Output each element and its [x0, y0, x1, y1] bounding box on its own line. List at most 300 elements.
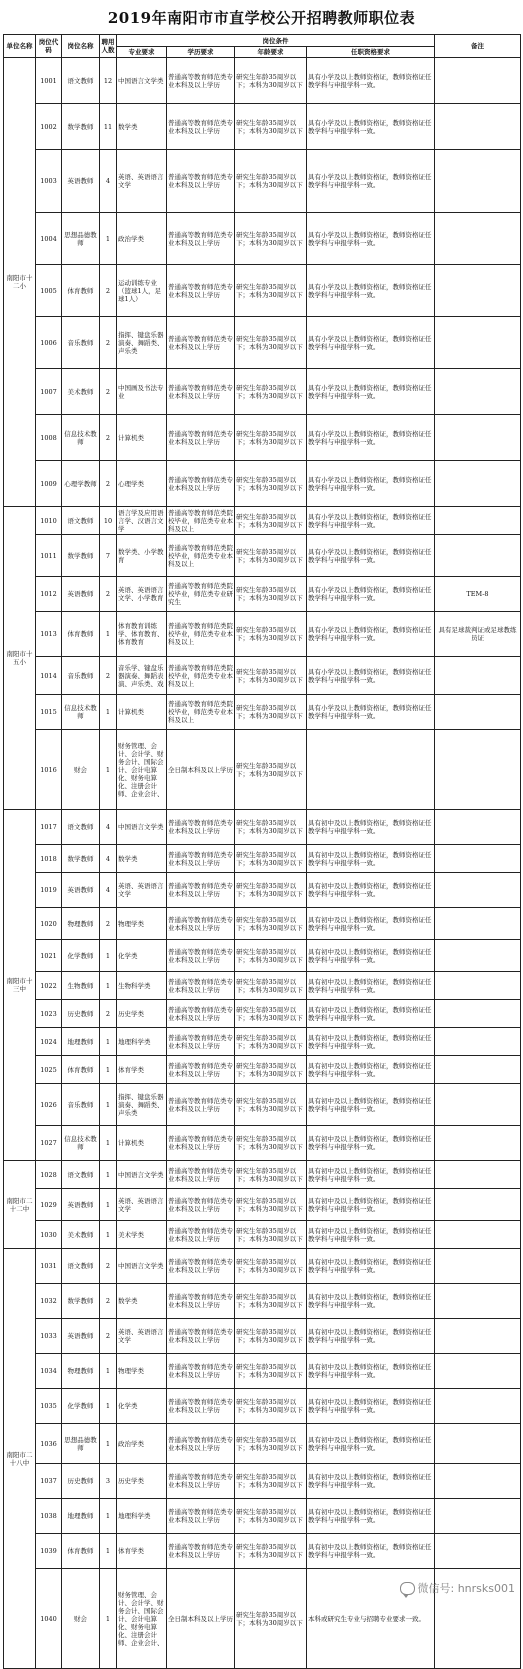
major-cell: 中国语言文学类	[117, 58, 167, 104]
note-cell	[435, 1499, 521, 1534]
age-cell: 研究生年龄35周岁以下；本科为30周岁以下	[235, 535, 307, 577]
note-cell	[435, 461, 521, 507]
education-cell: 普通高等教育师范类专业本科及以上学历	[167, 1499, 235, 1534]
education-cell: 普通高等教育师范类专业本科及以上学历	[167, 1319, 235, 1354]
education-cell: 普通高等教育师范类专业本科及以上学历	[167, 1056, 235, 1084]
code-cell: 1002	[36, 104, 62, 150]
code-cell: 1022	[36, 972, 62, 1000]
code-cell: 1030	[36, 1221, 62, 1249]
note-cell	[435, 730, 521, 810]
code-cell: 1009	[36, 461, 62, 507]
major-cell: 美术学类	[117, 1221, 167, 1249]
education-cell: 普通高等教育师范类专业本科及以上学历	[167, 1084, 235, 1126]
major-cell: 英语、英语语言文学	[117, 150, 167, 213]
position-cell: 信息技术教师	[62, 1126, 100, 1161]
age-cell: 研究生年龄35周岁以下；本科为30周岁以下	[235, 461, 307, 507]
code-cell: 1020	[36, 908, 62, 940]
table-row	[4, 940, 521, 972]
qualification-cell: 具有初中及以上教师资格证，教师资格证任教学科与申报学科一致。	[307, 1084, 435, 1126]
major-cell: 英语、英语语言文学	[117, 1189, 167, 1221]
age-cell: 研究生年龄35周岁以下；本科为30周岁以下	[235, 1464, 307, 1499]
position-cell: 体育教师	[62, 612, 100, 657]
major-cell: 政治学类	[117, 213, 167, 265]
position-cell: 美术教师	[62, 369, 100, 415]
age-cell: 研究生年龄35周岁以下；本科为30周岁以下	[235, 213, 307, 265]
count-cell: 2	[100, 1000, 117, 1028]
education-cell: 普通高等教育师范类专业本科及以上学历	[167, 908, 235, 940]
table-row	[4, 265, 521, 317]
age-cell: 研究生年龄35周岁以下；本科为30周岁以下	[235, 1056, 307, 1084]
qualification-cell: 具有初中及以上教师资格证，教师资格证任教学科与申报学科一致。	[307, 1161, 435, 1189]
qualification-cell: 具有初中及以上教师资格证，教师资格证任教学科与申报学科一致。	[307, 1424, 435, 1464]
age-cell: 研究生年龄35周岁以下；本科为30周岁以下	[235, 972, 307, 1000]
education-cell: 全日制本科及以上学历	[167, 1569, 235, 1669]
table-row	[4, 873, 521, 908]
age-cell: 研究生年龄35周岁以下；本科为30周岁以下	[235, 104, 307, 150]
count-cell: 1	[100, 1161, 117, 1189]
code-cell: 1036	[36, 1424, 62, 1464]
education-cell: 普通高等教育师范类院校毕业，师范类专业本科及以上	[168, 508, 233, 533]
table-row	[4, 908, 521, 940]
qualification-cell: 具有小学及以上教师资格证，教师资格证任教学科与申报学科一致。	[307, 612, 435, 657]
qualification-cell: 具有小学及以上教师资格证，教师资格证任教学科与申报学科一致。	[307, 657, 435, 695]
count-cell: 4	[100, 873, 117, 908]
note-cell	[435, 657, 521, 695]
count-cell: 11	[100, 104, 117, 150]
position-cell: 美术教师	[62, 1221, 100, 1249]
position-cell: 英语教师	[62, 150, 100, 213]
position-cell: 语文教师	[62, 810, 100, 845]
qualification-cell: 具有初中及以上教师资格证，教师资格证任教学科与申报学科一致。	[307, 1221, 435, 1249]
count-cell: 1	[100, 940, 117, 972]
major-cell: 指挥、键盘乐器演奏、舞蹈类、声乐类	[117, 1084, 167, 1126]
age-cell: 研究生年龄35周岁以下；本科为30周岁以下	[235, 1000, 307, 1028]
table-row	[4, 1284, 521, 1319]
major-cell: 化学类	[117, 1389, 167, 1424]
position-cell: 地理教师	[62, 1028, 100, 1056]
age-cell: 研究生年龄35周岁以下；本科为30周岁以下	[235, 730, 307, 810]
education-cell: 普通高等教育师范类专业本科及以上学历	[167, 369, 235, 415]
count-cell: 7	[100, 535, 117, 577]
major-cell: 中国语言文学类	[117, 810, 167, 845]
table-row	[4, 415, 521, 461]
qualification-cell: 具有初中及以上教师资格证，教师资格证任教学科与申报学科一致。	[307, 940, 435, 972]
table-row	[4, 507, 521, 535]
position-cell: 信息技术教师	[62, 415, 100, 461]
education-cell: 普通高等教育师范类专业本科及以上学历	[167, 1126, 235, 1161]
code-cell: 1040	[36, 1569, 62, 1669]
position-cell: 化学教师	[62, 1389, 100, 1424]
note-cell	[435, 535, 521, 577]
position-cell: 财会	[62, 730, 100, 810]
major-cell: 财务管理、会计、会计学、财务会计、国际会计、会计电算化、财务电算化、注册会计师、企业会计、	[117, 730, 167, 810]
count-cell: 1	[100, 972, 117, 1000]
count-cell: 2	[100, 265, 117, 317]
education-cell: 普通高等教育师范类专业本科及以上学历	[167, 1354, 235, 1389]
code-cell: 1021	[36, 940, 62, 972]
count-cell: 1	[100, 612, 117, 657]
qualification-cell: 具有初中及以上教师资格证，教师资格证任教学科与申报学科一致。	[307, 1319, 435, 1354]
code-cell: 1023	[36, 1000, 62, 1028]
age-cell: 研究生年龄35周岁以下；本科为30周岁以下	[235, 873, 307, 908]
education-cell: 普通高等教育师范类院校毕业，师范类专业研究生	[167, 577, 235, 612]
count-cell: 2	[100, 1284, 117, 1319]
note-cell	[435, 104, 521, 150]
code-cell: 1005	[36, 265, 62, 317]
qualification-cell: 具有初中及以上教师资格证，教师资格证任教学科与申报学科一致。	[307, 1534, 435, 1569]
position-cell: 语文教师	[62, 1249, 100, 1284]
major-cell: 数学类、小学教育	[117, 535, 167, 577]
table-row	[4, 1534, 521, 1569]
qualification-cell: 具有初中及以上教师资格证，教师资格证任教学科与申报学科一致。	[307, 1000, 435, 1028]
table-row	[4, 150, 521, 213]
education-cell: 普通高等教育师范类专业本科及以上学历	[167, 845, 235, 873]
code-cell: 1004	[36, 213, 62, 265]
count-cell: 1	[100, 1028, 117, 1056]
count-cell: 1	[100, 1056, 117, 1084]
position-cell: 音乐教师	[62, 317, 100, 369]
table-row	[4, 104, 521, 150]
code-cell: 1010	[36, 507, 62, 535]
qualification-cell: 具有小学及以上教师资格证，教师资格证任教学科与申报学科一致。	[307, 369, 435, 415]
note-cell	[435, 507, 521, 535]
qualification-cell	[307, 730, 435, 810]
education-cell: 普通高等教育师范类院校毕业，师范类专业本科及以上	[167, 535, 235, 577]
unit-cell: 南阳市十二小	[4, 58, 36, 507]
qualification-cell: 具有小学及以上教师资格证，教师资格证任教学科与申报学科一致。	[307, 104, 435, 150]
count-cell: 1	[100, 1354, 117, 1389]
major-cell: 地理科学类	[117, 1028, 167, 1056]
note-cell	[435, 1056, 521, 1084]
note-cell	[435, 1534, 521, 1569]
code-cell: 1015	[36, 695, 62, 730]
table-row	[4, 1221, 521, 1249]
code-cell: 1014	[36, 657, 62, 695]
note-cell	[435, 265, 521, 317]
table-row	[4, 213, 521, 265]
qualification-cell: 具有初中及以上教师资格证，教师资格证任教学科与申报学科一致。	[307, 1284, 435, 1319]
qualification-cell: 具有初中及以上教师资格证，教师资格证任教学科与申报学科一致。	[307, 1126, 435, 1161]
position-cell: 音乐教师	[62, 1084, 100, 1126]
count-cell: 1	[100, 1499, 117, 1534]
header-conditions: 岗位条件	[117, 35, 435, 47]
count-cell: 1	[100, 1221, 117, 1249]
qualification-cell: 具有初中及以上教师资格证，教师资格证任教学科与申报学科一致。	[307, 1028, 435, 1056]
code-cell: 1001	[36, 58, 62, 104]
age-cell: 研究生年龄35周岁以下；本科为30周岁以下	[235, 1534, 307, 1569]
unit-cell: 南阳市二十八中	[4, 1249, 36, 1669]
age-cell: 研究生年龄35周岁以下；本科为30周岁以下	[235, 317, 307, 369]
note-cell	[435, 1389, 521, 1424]
education-cell: 普通高等教育师范类专业本科及以上学历	[167, 1534, 235, 1569]
count-cell: 2	[100, 577, 117, 612]
code-cell: 1006	[36, 317, 62, 369]
table-row	[4, 1161, 521, 1189]
count-cell: 1	[100, 730, 117, 810]
note-cell	[435, 1319, 521, 1354]
education-cell: 普通高等教育师范类专业本科及以上学历	[167, 1000, 235, 1028]
count-cell: 12	[100, 58, 117, 104]
major-cell: 计算机类	[117, 695, 167, 730]
code-cell: 1038	[36, 1499, 62, 1534]
position-table	[3, 34, 521, 1669]
position-cell: 体育教师	[62, 1056, 100, 1084]
table-row	[4, 1126, 521, 1161]
major-cell: 中国语言文学类	[117, 1249, 167, 1284]
header-note: 备注	[435, 35, 521, 58]
table-row	[4, 1464, 521, 1499]
header-major: 专业要求	[117, 47, 167, 58]
note-cell	[435, 1161, 521, 1189]
age-cell: 研究生年龄35周岁以下；本科为30周岁以下	[235, 1028, 307, 1056]
education-cell: 普通高等教育师范类专业本科及以上学历	[167, 1221, 235, 1249]
education-cell: 普通高等教育师范类专业本科及以上学历	[167, 1389, 235, 1424]
position-cell: 音乐教师	[62, 657, 100, 695]
count-cell: 2	[100, 461, 117, 507]
education-cell: 普通高等教育师范类专业本科及以上学历	[167, 415, 235, 461]
note-cell	[435, 1000, 521, 1028]
position-cell: 化学教师	[62, 940, 100, 972]
note-cell	[435, 150, 521, 213]
major-cell: 物理学类	[117, 1354, 167, 1389]
age-cell: 研究生年龄35周岁以下；本科为30周岁以下	[235, 58, 307, 104]
header-age: 年龄要求	[235, 47, 307, 58]
note-cell	[435, 369, 521, 415]
position-cell: 信息技术教师	[62, 695, 100, 730]
table-row	[4, 1389, 521, 1424]
code-cell: 1018	[36, 845, 62, 873]
qualification-cell: 具有小学及以上教师资格证，教师资格证任教学科与申报学科一致。	[307, 577, 435, 612]
age-cell: 研究生年龄35周岁以下；本科为30周岁以下	[235, 1499, 307, 1534]
qualification-cell: 具有小学及以上教师资格证，教师资格证任教学科与申报学科一致。	[307, 265, 435, 317]
qualification-cell: 具有初中及以上教师资格证，教师资格证任教学科与申报学科一致。	[307, 908, 435, 940]
position-cell: 体育教师	[62, 1534, 100, 1569]
code-cell: 1029	[36, 1189, 62, 1221]
note-cell	[435, 1221, 521, 1249]
major-cell: 历史学类	[117, 1464, 167, 1499]
major-cell: 化学类	[117, 940, 167, 972]
position-cell: 物理教师	[62, 1354, 100, 1389]
count-cell: 2	[100, 369, 117, 415]
table-body	[4, 58, 521, 1669]
count-cell: 10	[100, 507, 117, 535]
education-cell: 普通高等教育师范类专业本科及以上学历	[167, 265, 235, 317]
age-cell: 研究生年龄35周岁以下；本科为30周岁以下	[235, 1319, 307, 1354]
education-cell: 普通高等教育师范类专业本科及以上学历	[167, 1161, 235, 1189]
note-cell	[435, 415, 521, 461]
major-cell: 英语、英语语言文学	[117, 1319, 167, 1354]
count-cell: 1	[100, 1084, 117, 1126]
position-cell: 英语教师	[62, 873, 100, 908]
note-cell	[435, 873, 521, 908]
age-cell: 研究生年龄35周岁以下；本科为30周岁以下	[235, 1354, 307, 1389]
age-cell: 研究生年龄35周岁以下；本科为30周岁以下	[235, 369, 307, 415]
table-row	[4, 1424, 521, 1464]
code-cell: 1008	[36, 415, 62, 461]
code-cell: 1017	[36, 810, 62, 845]
code-cell: 1025	[36, 1056, 62, 1084]
major-cell: 体育学类	[117, 1534, 167, 1569]
major-cell: 历史学类	[117, 1000, 167, 1028]
major-cell: 数学类	[117, 104, 167, 150]
note-cell	[435, 58, 521, 104]
education-cell: 普通高等教育师范类院校毕业，师范类专业本科及以上	[167, 612, 235, 657]
code-cell: 1007	[36, 369, 62, 415]
code-cell: 1033	[36, 1319, 62, 1354]
major-cell: 计算机类	[117, 415, 167, 461]
count-cell: 4	[100, 150, 117, 213]
table-row	[4, 1249, 521, 1284]
code-cell: 1039	[36, 1534, 62, 1569]
unit-cell: 南阳市二十二中	[4, 1161, 36, 1249]
header-qualification: 任职资格要求	[307, 47, 435, 58]
count-cell: 2	[100, 317, 117, 369]
table-row	[4, 1028, 521, 1056]
age-cell: 研究生年龄35周岁以下；本科为30周岁以下	[235, 1284, 307, 1319]
education-cell: 普通高等教育师范类院校毕业，师范类专业本科及以上	[167, 695, 235, 730]
position-cell: 英语教师	[62, 1189, 100, 1221]
count-cell: 2	[100, 657, 117, 695]
note-cell	[435, 317, 521, 369]
table-row	[4, 58, 521, 104]
age-cell: 研究生年龄35周岁以下；本科为30周岁以下	[235, 415, 307, 461]
unit-cell: 南阳市十五小	[4, 507, 36, 810]
note-cell: 具有足球裁判证或足球教练员证	[435, 612, 521, 657]
major-cell: 运动训练专业（篮球1人，足球1人）	[117, 265, 167, 317]
qualification-cell: 具有初中及以上教师资格证，教师资格证任教学科与申报学科一致。	[307, 1389, 435, 1424]
education-cell: 普通高等教育师范类专业本科及以上学历	[167, 1424, 235, 1464]
major-cell: 音乐学、键盘乐器演奏、舞蹈表演、声乐类、戏	[117, 657, 167, 695]
education-cell: 普通高等教育师范类专业本科及以上学历	[167, 972, 235, 1000]
qualification-cell: 具有小学及以上教师资格证，教师资格证任教学科与申报学科一致。	[307, 58, 435, 104]
table-row	[4, 1056, 521, 1084]
position-cell: 思想品德教师	[62, 213, 100, 265]
age-cell: 研究生年龄35周岁以下；本科为30周岁以下	[235, 657, 307, 695]
qualification-cell: 具有初中及以上教师资格证，教师资格证任教学科与申报学科一致。	[307, 972, 435, 1000]
position-cell: 生物教师	[62, 972, 100, 1000]
count-cell: 2	[100, 415, 117, 461]
major-cell: 生物科学类	[117, 972, 167, 1000]
header-unit: 单位名称	[4, 35, 36, 58]
major-cell: 体育教育训练学、体育教育、体育教育	[117, 612, 167, 657]
position-cell: 数学教师	[62, 535, 100, 577]
note-cell	[435, 1284, 521, 1319]
qualification-cell: 具有小学及以上教师资格证，教师资格证任教学科与申报学科一致。	[307, 535, 435, 577]
education-cell: 普通高等教育师范类专业本科及以上学历	[167, 461, 235, 507]
qualification-cell: 具有初中及以上教师资格证，教师资格证任教学科与申报学科一致。	[307, 1189, 435, 1221]
major-cell: 英语、英语语言文学、小学教育	[117, 577, 167, 612]
education-cell: 全日制本科及以上学历	[167, 730, 235, 810]
position-cell: 思想品德教师	[62, 1424, 100, 1464]
note-cell	[435, 810, 521, 845]
code-cell: 1016	[36, 730, 62, 810]
age-cell: 研究生年龄35周岁以下；本科为30周岁以下	[235, 1249, 307, 1284]
table-row	[4, 810, 521, 845]
wechat-icon	[400, 1582, 415, 1595]
age-cell: 研究生年龄35周岁以下；本科为30周岁以下	[235, 845, 307, 873]
qualification-cell: 具有小学及以上教师资格证，教师资格证任教学科与申报学科一致。	[307, 317, 435, 369]
code-cell: 1013	[36, 612, 62, 657]
note-cell	[435, 1126, 521, 1161]
table-row	[4, 1319, 521, 1354]
note-cell	[435, 1084, 521, 1126]
position-cell: 体育教师	[62, 265, 100, 317]
education-cell: 普通高等教育师范类专业本科及以上学历	[167, 58, 235, 104]
qualification-cell: 具有小学及以上教师资格证，教师资格证任教学科与申报学科一致。	[307, 507, 435, 535]
table-row	[4, 1189, 521, 1221]
qualification-cell: 具有初中及以上教师资格证，教师资格证任教学科与申报学科一致。	[307, 1464, 435, 1499]
code-cell: 1019	[36, 873, 62, 908]
table-row	[4, 1000, 521, 1028]
position-cell: 地理教师	[62, 1499, 100, 1534]
code-cell: 1003	[36, 150, 62, 213]
education-cell: 普通高等教育师范类专业本科及以上学历	[167, 940, 235, 972]
header-education: 学历要求	[167, 47, 235, 58]
code-cell: 1027	[36, 1126, 62, 1161]
count-cell: 4	[100, 810, 117, 845]
table-row	[4, 972, 521, 1000]
table-row	[4, 317, 521, 369]
note-cell	[435, 1249, 521, 1284]
code-cell: 1032	[36, 1284, 62, 1319]
table-row	[4, 730, 521, 810]
major-cell: 政治学类	[117, 1424, 167, 1464]
code-cell: 1026	[36, 1084, 62, 1126]
count-cell: 1	[100, 1569, 117, 1669]
table-row	[4, 577, 521, 612]
major-cell: 语言学及应用语言学、汉语言文学	[117, 507, 167, 535]
count-cell: 1	[100, 1126, 117, 1161]
header-code: 岗位代码	[36, 35, 62, 58]
watermark-text: 微信号: hnrsks001	[417, 1582, 515, 1595]
watermark	[400, 1580, 516, 1596]
table-row	[4, 1084, 521, 1126]
education-cell: 普通高等教育师范类专业本科及以上学历	[167, 810, 235, 845]
code-cell: 1024	[36, 1028, 62, 1056]
age-cell: 研究生年龄35周岁以下；本科为30周岁以下	[235, 1161, 307, 1189]
qualification-cell: 具有初中及以上教师资格证，教师资格证任教学科与申报学科一致。	[307, 1056, 435, 1084]
age-cell: 研究生年龄35周岁以下；本科为30周岁以下	[235, 265, 307, 317]
age-cell: 研究生年龄35周岁以下；本科为30周岁以下	[235, 1189, 307, 1221]
qualification-cell: 具有初中及以上教师资格证，教师资格证任教学科与申报学科一致。	[307, 873, 435, 908]
note-cell	[435, 695, 521, 730]
note-cell	[435, 1028, 521, 1056]
note-cell	[435, 972, 521, 1000]
code-cell: 1011	[36, 535, 62, 577]
code-cell: 1028	[36, 1161, 62, 1189]
header-position: 岗位名称	[62, 35, 100, 58]
count-cell: 1	[100, 1389, 117, 1424]
position-cell: 财会	[62, 1569, 100, 1669]
note-cell	[435, 908, 521, 940]
education-cell: 普通高等教育师范类专业本科及以上学历	[167, 1189, 235, 1221]
education-cell: 普通高等教育师范类专业本科及以上学历	[167, 213, 235, 265]
major-cell: 中国画及书法专业	[117, 369, 167, 415]
qualification-cell: 具有小学及以上教师资格证，教师资格证任教学科与申报学科一致。	[307, 213, 435, 265]
qualification-cell: 具有小学及以上教师资格证，教师资格证任教学科与申报学科一致。	[307, 695, 435, 730]
age-cell: 研究生年龄35周岁以下；本科为30周岁以下	[235, 810, 307, 845]
note-cell: TEM-8	[435, 577, 521, 612]
age-cell: 研究生年龄35周岁以下；本科为30周岁以下	[235, 1424, 307, 1464]
unit-cell: 南阳市十三中	[4, 810, 36, 1161]
position-cell: 英语教师	[62, 1319, 100, 1354]
position-cell: 数学教师	[62, 845, 100, 873]
position-cell: 历史教师	[62, 1000, 100, 1028]
code-cell: 1012	[36, 577, 62, 612]
age-cell: 研究生年龄35周岁以下；本科为30周岁以下	[235, 695, 307, 730]
education-cell: 普通高等教育师范类专业本科及以上学历	[167, 1284, 235, 1319]
education-cell: 普通高等教育师范类专业本科及以上学历	[167, 873, 235, 908]
